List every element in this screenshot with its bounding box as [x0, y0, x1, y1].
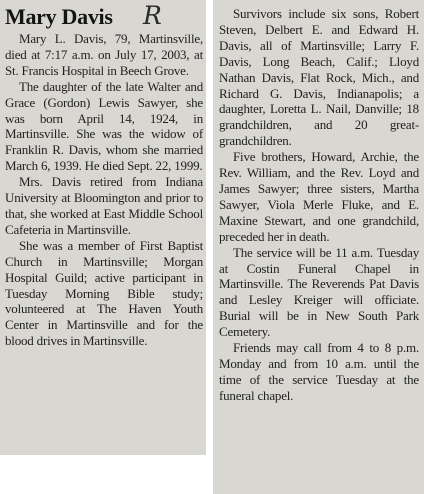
- paragraph-career: Mrs. Davis retired from Indiana University at Bloomington and prior to that, she worked at East Middle School Cafeteria in Martinsville.: [5, 174, 203, 237]
- paragraph-service-details: The service will be 11 a.m. Tuesday at Costin Funeral Chapel in Martinsville. The Reverends Pat Davis and Lesley Kreiger will officiate. Burial will be in New South Park Cemetery.: [219, 244, 419, 340]
- paragraph-survivors: Survivors include six sons, Robert Steven, Delbert E. and Edward H. Davis, all of Martinsville; Larry F. Davis, Long Beach, Calif.; Lloyd Nathan Davis, Flat Rock, Mich., and Richard G. Davis, Indianapolis; a daughter, Loretta L. Nail, Danville; 18 grandchildren, and 20 great-grandchildren.: [219, 6, 419, 149]
- obituary-headline: Mary Davis: [5, 4, 113, 29]
- obituary-right-clipping: [213, 0, 424, 494]
- left-column-text: [5, 31, 203, 349]
- paragraph-family-background: The daughter of the late Walter and Grace (Gordon) Lewis Sawyer, she was born April 14, 1924, in Martinsville. She was the widow of Franklin R. Davis, whom she married March 6, 1939. He died Sept. 22, 1999.: [5, 78, 203, 174]
- paragraph-preceded-in-death: Five brothers, Howard, Archie, the Rev. William, and the Rev. Loyd and James Sawyer; three sisters, Martha Sawyer, Viola Merle Fluke, and E. Maxine Stewart, and one grandchild, preceded her in death.: [219, 149, 419, 244]
- handwritten-mark: R: [143, 1, 162, 30]
- right-column-text: [219, 6, 419, 404]
- paragraph-memberships: She was a member of First Baptist Church in Martinsville; Morgan Hospital Guild; active participant in Tuesday Morning Bible study; volunteered at The Haven Youth Center in Martinsville and for the blood drives in Martinsville.: [5, 237, 203, 349]
- obituary-left-clipping: [0, 0, 206, 455]
- paragraph-visitation: Friends may call from 4 to 8 p.m. Monday and from 10 a.m. until the time of the service Tuesday at the funeral chapel.: [219, 340, 419, 403]
- paragraph-death-notice: Mary L. Davis, 79, Martinsville, died at 7:17 a.m. on July 17, 2003, at St. Francis Hospital in Beech Grove.: [5, 31, 203, 78]
